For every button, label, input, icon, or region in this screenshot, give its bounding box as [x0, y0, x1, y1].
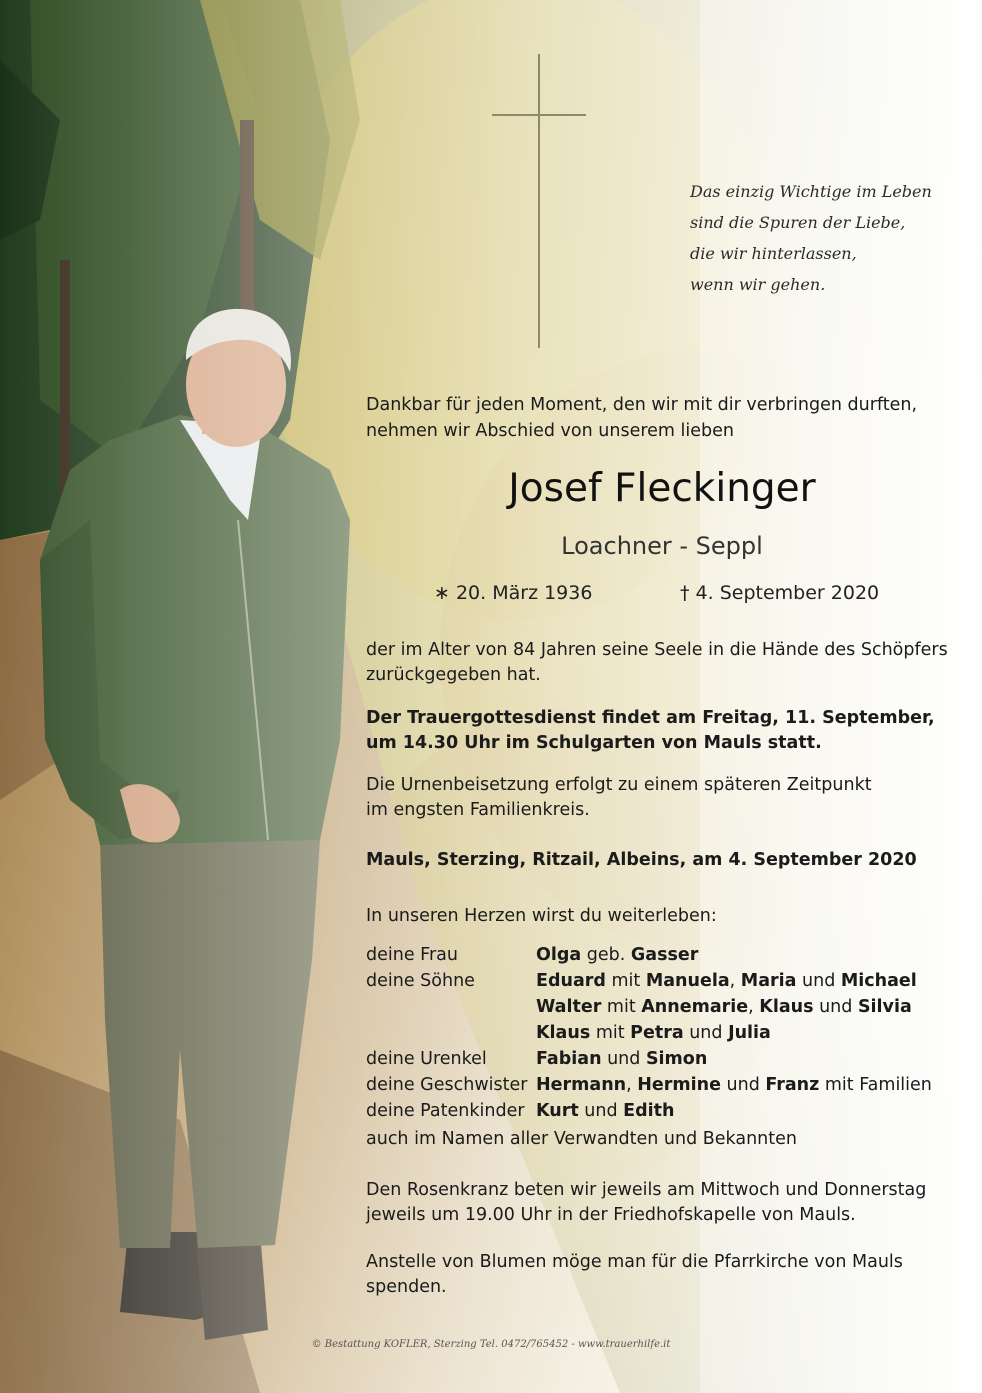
family-person: Eduard — [536, 971, 606, 991]
family-person: Olga — [536, 945, 582, 965]
family-connector: und — [601, 1049, 646, 1069]
quote-line: Das einzig Wichtige im Leben — [690, 182, 932, 201]
flowers-text — [366, 1250, 903, 1300]
family-connector: und — [813, 997, 858, 1017]
family-relation — [366, 994, 536, 1020]
family-row — [366, 1072, 932, 1098]
family-relation — [366, 1020, 536, 1046]
family-person: Klaus — [759, 997, 814, 1017]
service-line: um 14.30 Uhr im Schulgarten von Mauls statt. — [366, 733, 822, 753]
family-person: Klaus — [536, 1023, 591, 1043]
urn-line: im engsten Familienkreis. — [366, 800, 590, 820]
family-row — [366, 968, 932, 994]
family-person: Edith — [623, 1101, 675, 1121]
family-person: Walter — [536, 997, 602, 1017]
family-person: Maria — [740, 971, 797, 991]
family-names — [536, 1020, 771, 1046]
footer-credit: © Bestattung KOFLER, Sterzing Tel. 0472/765452 - www.trauerhilfe.it — [311, 1339, 671, 1350]
family-relation: deine Frau — [366, 945, 458, 965]
place-date: Mauls, Sterzing, Ritzail, Albeins, am 4. September 2020 — [366, 850, 917, 870]
family-relation: deine Urenkel — [366, 1049, 487, 1069]
family-connector: und — [796, 971, 841, 991]
family-person: Kurt — [536, 1101, 579, 1121]
family-person: Hermine — [637, 1075, 721, 1095]
family-person: Simon — [645, 1049, 708, 1069]
rosary-line: Den Rosenkranz beten wir jeweils am Mittwoch und Donnerstag — [366, 1180, 927, 1200]
family-row — [366, 994, 932, 1020]
family-connector: und — [720, 1075, 766, 1095]
relatives-text: auch im Namen aller Verwandten und Bekannten — [366, 1129, 797, 1149]
cross-icon — [490, 52, 590, 352]
family-connector: und — [578, 1101, 624, 1121]
family-names — [536, 942, 698, 968]
service-text — [366, 706, 935, 756]
family-person: Fabian — [536, 1049, 602, 1069]
family-relation: deine Geschwister — [366, 1075, 528, 1095]
family-person: Annemarie — [641, 997, 749, 1017]
birth-date: ∗ 20. März 1936 — [434, 582, 593, 604]
flowers-line: Anstelle von Blumen möge man für die Pfarrkirche von Mauls — [366, 1252, 903, 1272]
family-row — [366, 1046, 932, 1072]
family-connector: und — [683, 1023, 729, 1043]
family-relation: deine Söhne — [366, 971, 475, 991]
flowers-line: spenden. — [366, 1277, 447, 1297]
quote-line: die wir hinterlassen, — [690, 244, 857, 263]
death-date: † 4. September 2020 — [680, 582, 880, 604]
urn-text — [366, 773, 872, 823]
family-connector: , — [729, 971, 741, 991]
family-connector: mit — [590, 1023, 631, 1043]
nickname: Loachner - Seppl — [561, 532, 763, 560]
age-text — [366, 638, 948, 688]
family-person: Michael — [840, 971, 917, 991]
family-names — [536, 968, 917, 994]
family-connector: mit — [605, 971, 646, 991]
family-names — [536, 1072, 932, 1098]
family-connector: mit — [601, 997, 642, 1017]
deceased-name: Josef Fleckinger — [508, 466, 816, 511]
family-names — [536, 1046, 707, 1072]
service-line: Der Trauergottesdienst findet am Freitag, 11. September, — [366, 708, 935, 728]
quote-line: sind die Spuren der Liebe, — [690, 213, 906, 232]
hearts-text: In unseren Herzen wirst du weiterleben: — [366, 906, 717, 926]
age-line: der im Alter von 84 Jahren seine Seele in die Hände des Schöpfers — [366, 640, 948, 660]
family-person: Gasser — [630, 945, 699, 965]
family-connector: , — [626, 1075, 638, 1095]
rosary-text — [366, 1178, 926, 1228]
family-relation: deine Patenkinder — [366, 1101, 525, 1121]
intro-text — [366, 392, 917, 444]
family-person: Franz — [765, 1075, 820, 1095]
family-row — [366, 1098, 932, 1124]
family-person: Silvia — [857, 997, 912, 1017]
family-person: Hermann — [536, 1075, 627, 1095]
intro-line: nehmen wir Abschied von unserem lieben — [366, 421, 734, 441]
family-person: Petra — [630, 1023, 684, 1043]
family-connector: , — [748, 997, 760, 1017]
age-line: zurückgegeben hat. — [366, 665, 541, 685]
family-row — [366, 1020, 932, 1046]
urn-line: Die Urnenbeisetzung erfolgt zu einem späteren Zeitpunkt — [366, 775, 872, 795]
family-list — [366, 942, 932, 1124]
family-person: Julia — [728, 1023, 771, 1043]
family-connector: mit Familien — [819, 1075, 932, 1095]
intro-line: Dankbar für jeden Moment, den wir mit dir verbringen durften, — [366, 395, 918, 415]
family-person: Manuela — [645, 971, 730, 991]
family-row — [366, 942, 932, 968]
rosary-line: jeweils um 19.00 Uhr in der Friedhofskapelle von Mauls. — [366, 1205, 856, 1225]
family-names — [536, 994, 912, 1020]
family-names — [536, 1098, 674, 1124]
quote-verse — [690, 176, 932, 300]
family-connector: geb. — [581, 945, 631, 965]
quote-line: wenn wir gehen. — [690, 275, 826, 294]
